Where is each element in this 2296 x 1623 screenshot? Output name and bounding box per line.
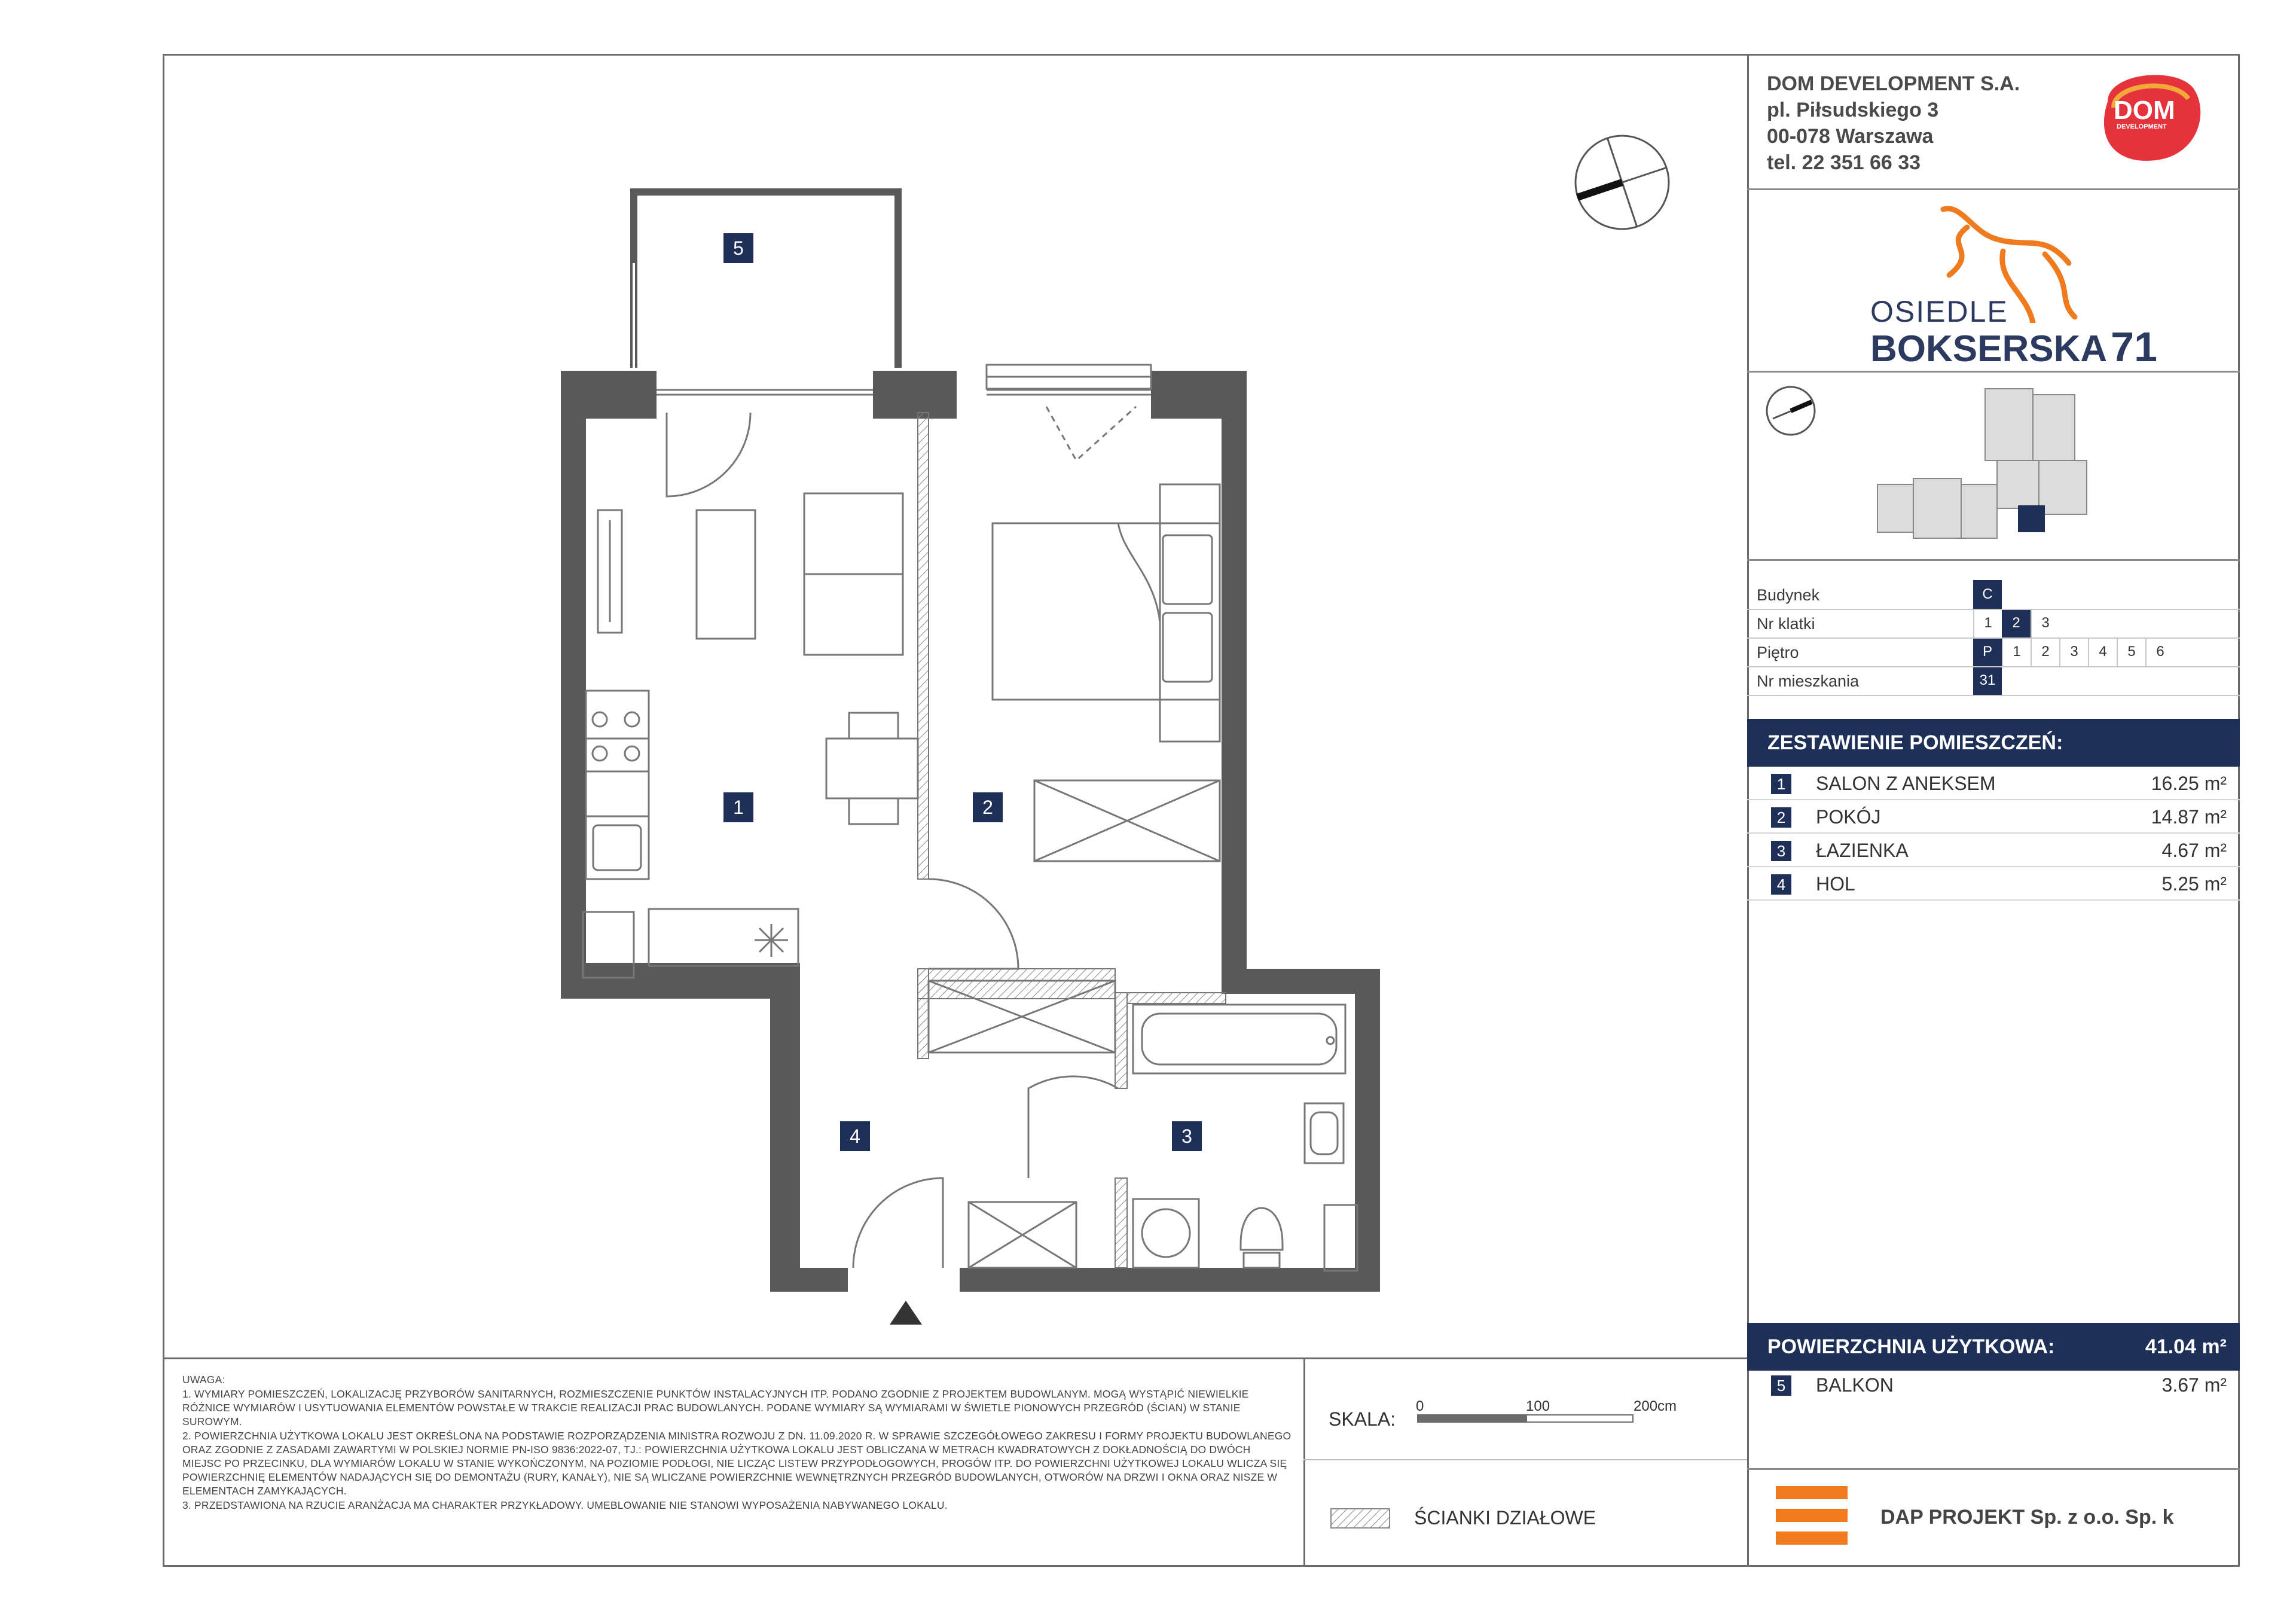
building-c: C bbox=[1973, 580, 2002, 609]
floor-p: P bbox=[1973, 637, 2002, 666]
floor-5: 5 bbox=[2117, 637, 2145, 666]
stairwell-label: Nr klatki bbox=[1757, 615, 1815, 633]
partition-legend-label: ŚCIANKI DZIAŁOWE bbox=[1414, 1507, 1596, 1529]
logo-text-development: DEVELOPMENT bbox=[2117, 123, 2167, 130]
scale-tick-0: 0 bbox=[1416, 1398, 1424, 1414]
exterior-walls bbox=[561, 371, 1380, 1292]
designer-name: DAP PROJEKT Sp. z o.o. Sp. k bbox=[1880, 1506, 2174, 1529]
scale-tick-200: 200cm bbox=[1634, 1398, 1677, 1414]
company-address-2: 00-078 Warszawa bbox=[1767, 125, 1934, 148]
room-area: 14.87 m² bbox=[2151, 806, 2227, 828]
small-compass-icon bbox=[1767, 387, 1815, 435]
scale-tick-100: 100 bbox=[1526, 1398, 1550, 1414]
wardrobes bbox=[929, 780, 1220, 1268]
room-number: 2 bbox=[1771, 807, 1791, 828]
stairwell-2: 2 bbox=[2002, 609, 2031, 637]
bedroom-furniture bbox=[993, 484, 1220, 742]
building-label: Budynek bbox=[1757, 586, 1820, 604]
room-name: HOL bbox=[1816, 873, 1855, 895]
project-name: BOKSERSKA bbox=[1870, 328, 2108, 370]
project-number: 71 bbox=[2111, 324, 2158, 370]
company-phone: tel. 22 351 66 33 bbox=[1767, 151, 1921, 174]
room-number: 3 bbox=[1771, 841, 1791, 861]
scale-label: SKALA: bbox=[1329, 1408, 1396, 1430]
floor-1: 1 bbox=[2002, 637, 2031, 666]
floor-label: Piętro bbox=[1757, 643, 1799, 661]
room-row bbox=[1747, 800, 2240, 834]
grid-line bbox=[1747, 666, 2240, 667]
divider-1 bbox=[1747, 188, 2240, 190]
scale-bar bbox=[1417, 1414, 1526, 1423]
grid-line bbox=[1747, 695, 2240, 696]
apartment-31: 31 bbox=[1973, 666, 2002, 695]
balcony-outline bbox=[630, 188, 902, 368]
note-item: 2. POWIERZCHNIA UŻYTKOWA LOKALU JEST OKREŚLONA NA PODSTAWIE ROZPORZĄDZENIA MINISTRA ROZWOJU Z DN. 11.09.2020 R. W SPRAWIE SZCZEGÓŁOWEGO ZAKRESU I FORMY PROJEKTU BUDOWLANEGO ORAZ ZGODNIE Z ZASADAMI ZAWARTYMI W POLSKIEJ NORMIE PN-ISO 9836:2022-07, TJ.: POWIERZCHNIA UŻYTKOWA LOKALU JEST OBLICZANA W METRACH KWADRATOWYCH Z DOKŁADNOŚCIĄ DO DWÓCH MIEJSC PO PRZECINKU, DLA WYMIARÓW LOKALU W STANIE WYKOŃCZONYM, NA POZIOMIE PODŁOGI, NIE LICZĄC LISTEW PRZYPODŁOGOWYCH, PROGÓW ITP. DO POWIERZCHNI UŻYTKOWEJ LOKALU WLICZA SIĘ POWIERZCHNIĘ ELEMENTÓW NADAJĄCYCH SIĘ DO DEMONTAŻU (RURY, KANAŁY), NIE SĄ WLICZANE POWIERZCHNIE WEWNĘTRZNYCH PRZEGRÓD BUDOWLANYCH, OTWORÓW NA DRZWI I OKNA ORAZ NISZE W ELEMENTACH ZAMYKAJĄCYCH. bbox=[182, 1430, 1292, 1497]
room-name: SALON Z ANEKSEM bbox=[1816, 773, 1996, 794]
usable-area-value: 41.04 m² bbox=[2145, 1335, 2227, 1358]
notes-title: UWAGA: bbox=[182, 1374, 225, 1386]
plan-tag-4: 4 bbox=[840, 1121, 870, 1151]
divider-4 bbox=[1747, 1468, 2240, 1470]
usable-area-bar bbox=[1747, 1323, 2240, 1371]
divider-3 bbox=[1747, 559, 2240, 561]
room-number: 4 bbox=[1771, 874, 1791, 895]
project-line-1: OSIEDLE bbox=[1870, 295, 2008, 328]
room-row bbox=[1747, 834, 2240, 867]
note-item: 3. PRZEDSTAWIONA NA RZUCIE ARANŻACJA MA CHARAKTER PRZYKŁADOWY. UMEBLOWANIE NIE STANOWI WYPOSAŻENIA NABYWANEGO LOKALU. bbox=[182, 1499, 948, 1511]
balcony-area: 3.67 m² bbox=[2161, 1374, 2227, 1396]
key-plan-selected-unit bbox=[2018, 505, 2045, 532]
grid-line bbox=[1747, 637, 2240, 639]
company-address-1: pl. Piłsudskiego 3 bbox=[1767, 99, 1939, 121]
room-number: 1 bbox=[1771, 774, 1791, 794]
notes bbox=[182, 1373, 1292, 1513]
kitchen-unit bbox=[583, 691, 798, 978]
room-row bbox=[1747, 767, 2240, 800]
usable-area-label: POWIERZCHNIA UŻYTKOWA: bbox=[1767, 1335, 2055, 1358]
dap-projekt-logo bbox=[1776, 1483, 1848, 1549]
stairwell-1: 1 bbox=[1973, 609, 2002, 637]
stairwell-3: 3 bbox=[2031, 609, 2059, 637]
divider-2 bbox=[1747, 371, 2240, 373]
plan-tag-5: 5 bbox=[723, 233, 753, 263]
compass-icon bbox=[1576, 136, 1669, 229]
balcony-row bbox=[1747, 1368, 2240, 1402]
floor-3: 3 bbox=[2059, 637, 2088, 666]
room-name: ŁAZIENKA bbox=[1816, 840, 1909, 861]
room-area: 4.67 m² bbox=[2161, 840, 2227, 861]
partition-legend-swatch bbox=[1330, 1508, 1390, 1529]
floor-2: 2 bbox=[2031, 637, 2059, 666]
key-plan bbox=[1758, 377, 2230, 556]
floor-6: 6 bbox=[2145, 637, 2174, 666]
room-area: 16.25 m² bbox=[2151, 773, 2227, 794]
living-furniture bbox=[598, 493, 918, 824]
floor-4: 4 bbox=[2088, 637, 2117, 666]
note-item: 1. WYMIARY POMIESZCZEŃ, LOKALIZACJĘ PRZYBORÓW SANITARNYCH, ROZMIESZCZENIE PUNKTÓW INSTALACYJNYCH ITP. PODANO ZGODNIE Z PROJEKTEM BUDOWLANYM. MOGĄ WYSTĄPIĆ NIEWIELKIE RÓŻNICE WYMIARÓW I USYTUOWANIA ELEMENTÓW POWSTAŁE W TRAKCIE REALIZACJI PRAC BUDOWLANYCH. PODANE WYMIARY SĄ WYMIARAMI W ŚWIETLE PIONOWYCH PRZEGRÓD (ŚCIAN) W STANIE SUROWYM. bbox=[182, 1388, 1249, 1427]
plan-tag-1: 1 bbox=[723, 792, 753, 822]
apartment-label: Nr mieszkania bbox=[1757, 672, 1860, 690]
logo-text-dom: DOM bbox=[2114, 96, 2175, 125]
balcony-number: 5 bbox=[1771, 1375, 1791, 1396]
grid-line bbox=[1747, 609, 2240, 610]
room-name: POKÓJ bbox=[1816, 806, 1881, 828]
room-area: 5.25 m² bbox=[2161, 873, 2227, 895]
scale-bar-empty bbox=[1526, 1414, 1634, 1423]
bottom-divider bbox=[163, 1357, 1747, 1359]
notes-divider bbox=[1303, 1357, 1305, 1567]
bathroom-fixtures bbox=[1133, 1005, 1357, 1271]
plan-tag-2: 2 bbox=[973, 792, 1003, 822]
balcony-name: BALKON bbox=[1816, 1374, 1894, 1396]
room-row bbox=[1747, 867, 2240, 901]
entrance-arrow-icon bbox=[890, 1301, 922, 1325]
plan-tag-3: 3 bbox=[1172, 1121, 1202, 1151]
company-name: DOM DEVELOPMENT S.A. bbox=[1767, 72, 2020, 95]
rooms-header: ZESTAWIENIE POMIESZCZEŃ: bbox=[1747, 719, 2240, 767]
company-info bbox=[1767, 71, 2020, 176]
door-swings bbox=[667, 407, 1136, 1268]
project-line-2 bbox=[1870, 323, 2157, 371]
scale-divider bbox=[1303, 1459, 1747, 1460]
